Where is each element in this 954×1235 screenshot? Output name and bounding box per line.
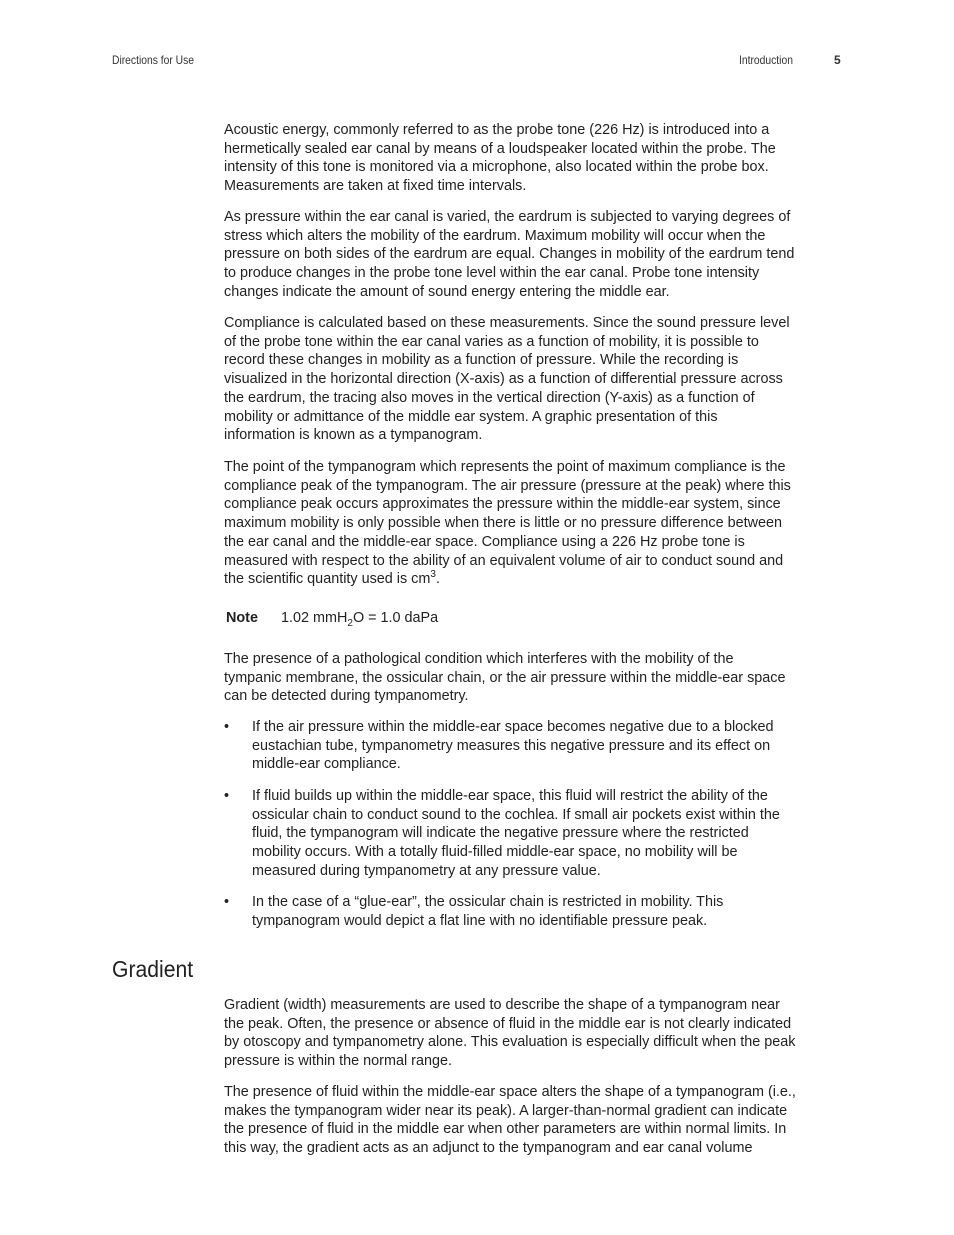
paragraph-line: stress which alters the mobility of the eardrum. Maximum mobility will occur when the	[224, 227, 766, 244]
paragraph-line: of the probe tone within the ear canal varies as a function of mobility, it is possible to	[224, 333, 759, 350]
paragraph-line: measured during tympanometry at any pressure value.	[252, 862, 601, 879]
paragraph-line: can be detected during tympanometry.	[224, 688, 469, 705]
paragraph-line: visualized in the horizontal direction (X-axis) as a function of differential pressure across	[224, 371, 783, 388]
note-label: Note	[226, 610, 258, 626]
list-item-text	[252, 893, 842, 930]
paragraph-line: The presence of a pathological condition which interferes with the mobility of the	[224, 651, 734, 667]
list-item-text	[252, 787, 842, 881]
paragraph-line: maximum mobility is only possible when there is little or no pressure difference between	[224, 515, 783, 532]
paragraph-line: As pressure within the ear canal is varied, the eardrum is subjected to varying degrees of	[224, 209, 791, 225]
paragraph-line: mobility occurs. With a totally fluid-filled middle-ear space, no mobility will be	[252, 844, 738, 861]
paragraph-gradient-fluid	[224, 1083, 840, 1158]
section-title: Introduction	[739, 53, 793, 67]
paragraph-line: compliance peak of the tympanogram. The air pressure (pressure at the peak) where this	[224, 477, 791, 494]
text-run: 1.02 mmH	[281, 610, 348, 626]
text-run: O = 1.0 daPa	[352, 610, 439, 626]
paragraph-line: If fluid builds up within the middle-ear space, this fluid will restrict the ability of the	[252, 788, 768, 804]
paragraph-line-with-superscript	[224, 570, 840, 589]
paragraph-line: The presence of fluid within the middle-ear space alters the shape of a tympanogram (i.e.,	[224, 1084, 796, 1100]
paragraph-line: The point of the tympanogram which represents the point of maximum compliance is the	[224, 459, 786, 475]
paragraph-line: the ear canal and the middle-ear space. Compliance using a 226 Hz probe tone is	[224, 533, 745, 550]
note	[226, 609, 438, 627]
paragraph-line: record these changes in mobility as a function of pressure. While the recording is	[224, 352, 739, 369]
running-header	[0, 53, 954, 69]
paragraph-line: tympanogram would depict a flat line with no identifiable pressure peak.	[252, 912, 708, 929]
paragraph-line: mobility or admittance of the middle ear system. A graphic presentation of this	[224, 408, 718, 425]
paragraph-line: tympanic membrane, the ossicular chain, or the air pressure within the middle-ear space	[224, 669, 786, 686]
paragraph-compliance-peak	[224, 458, 840, 589]
paragraph-line: the peak. Often, the presence or absence of fluid in the middle ear is not clearly indicated	[224, 1015, 792, 1032]
paragraph-line: middle-ear compliance.	[252, 756, 401, 773]
text-run: the scientific quantity used is cm	[224, 571, 431, 588]
paragraph-gradient-intro	[224, 996, 840, 1071]
bullet-icon: •	[224, 788, 230, 804]
note-text	[281, 609, 438, 627]
paragraph-line: If the air pressure within the middle-ear space becomes negative due to a blocked	[252, 719, 774, 735]
paragraph-line: Acoustic energy, commonly referred to as the probe tone (226 Hz) is introduced into a	[224, 122, 770, 138]
paragraph-line: fluid, the tympanogram will indicate the negative pressure where the restricted	[252, 825, 749, 842]
paragraph-line: information is known as a tympanogram.	[224, 427, 483, 444]
paragraph-line: In the case of a “glue-ear”, the ossicular chain is restricted in mobility. This	[252, 894, 724, 910]
list-item-text	[252, 718, 842, 774]
subscript: 2	[347, 617, 353, 629]
paragraph-line: to produce changes in the probe tone level within the ear canal. Probe tone intensity	[224, 265, 760, 282]
bullet-icon: •	[224, 894, 230, 910]
paragraph-compliance	[224, 314, 840, 445]
bullet-icon: •	[224, 719, 230, 735]
paragraph-line: changes indicate the amount of sound energy entering the middle ear.	[224, 283, 670, 300]
superscript: 3	[430, 569, 436, 581]
paragraph-pressure-variation	[224, 208, 840, 302]
paragraph-pathological-condition	[224, 650, 840, 706]
paragraph-line: hermetically sealed ear canal by means of a loudspeaker located within the probe. The	[224, 140, 776, 157]
paragraph-line: Measurements are taken at fixed time intervals.	[224, 178, 527, 195]
paragraph-line: makes the tympanogram wider near its peak). A larger-than-normal gradient can indicate	[224, 1102, 788, 1119]
paragraph-line: pressure on both sides of the eardrum are equal. Changes in mobility of the eardrum tend	[224, 246, 795, 263]
document-title: Directions for Use	[112, 53, 195, 67]
paragraph-line: Compliance is calculated based on these measurements. Since the sound pressure level	[224, 315, 790, 331]
paragraph-line: the eardrum, the tracing also moves in the vertical direction (Y-axis) as a function of	[224, 389, 755, 406]
paragraph-line: ossicular chain to conduct sound to the cochlea. If small air pockets exist within the	[252, 806, 780, 823]
paragraph-line: this way, the gradient acts as an adjunct to the tympanogram and ear canal volume	[224, 1140, 753, 1157]
text-run: .	[435, 571, 440, 588]
paragraph-line: Gradient (width) measurements are used to describe the shape of a tympanogram near	[224, 997, 780, 1013]
paragraph-line: eustachian tube, tympanometry measures this negative pressure and its effect on	[252, 737, 771, 754]
page-number: 5	[834, 53, 841, 67]
section-heading: Gradient	[112, 956, 194, 982]
paragraph-probe-tone	[224, 121, 840, 196]
paragraph-line: intensity of this tone is monitored via a microphone, also located within the probe box.	[224, 159, 769, 176]
paragraph-line: by otoscopy and tympanometry alone. This evaluation is especially difficult when the peak	[224, 1034, 796, 1051]
paragraph-line: measured with respect to the ability of an equivalent volume of air to conduct sound and	[224, 552, 784, 569]
paragraph-line: pressure is within the normal range.	[224, 1053, 452, 1070]
paragraph-line: the presence of fluid in the middle ear when other parameters are within normal limits. In	[224, 1121, 787, 1138]
paragraph-line: compliance peak occurs approximates the pressure within the middle-ear system, since	[224, 496, 781, 513]
